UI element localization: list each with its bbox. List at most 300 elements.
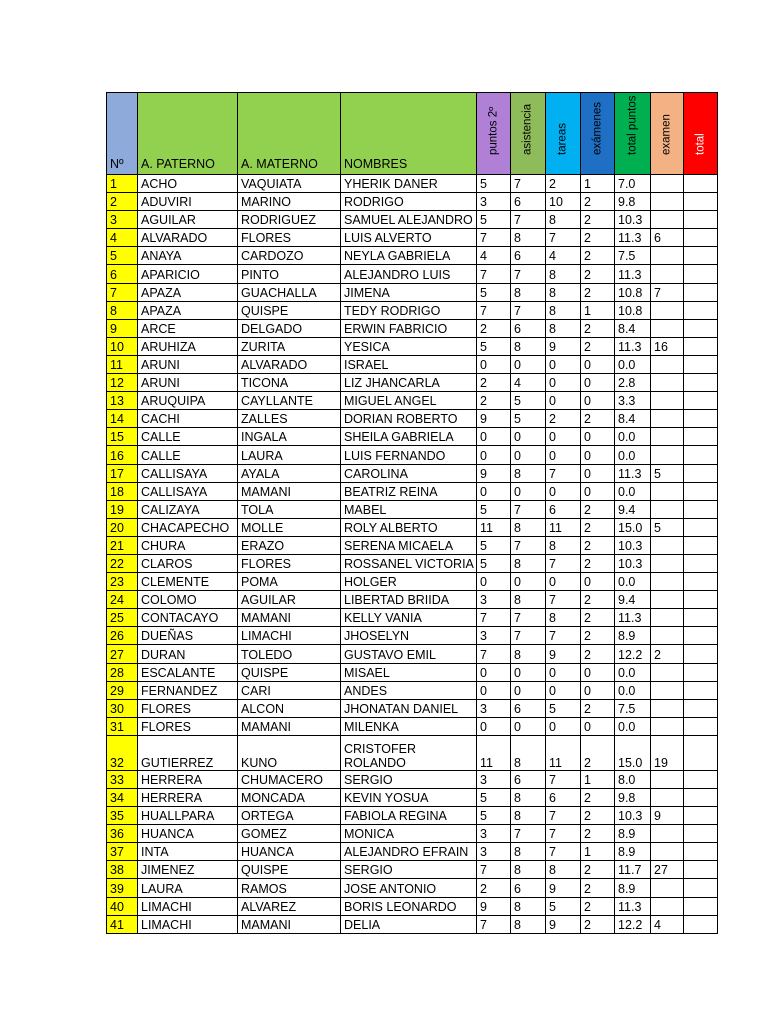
tareas-cell[interactable]: 0 [546, 681, 581, 699]
row-number-cell[interactable]: 18 [107, 482, 138, 500]
apellido-paterno-cell[interactable]: LAURA [138, 879, 238, 897]
row-number-cell[interactable]: 36 [107, 825, 138, 843]
apellido-materno-cell[interactable]: PINTO [238, 265, 341, 283]
apellido-materno-cell[interactable]: CARI [238, 681, 341, 699]
row-number-cell[interactable]: 37 [107, 843, 138, 861]
row-number-cell[interactable]: 4 [107, 229, 138, 247]
total-cell[interactable] [684, 554, 718, 572]
total-cell[interactable] [684, 645, 718, 663]
examenes-cell[interactable]: 2 [581, 609, 615, 627]
total-cell[interactable] [684, 319, 718, 337]
asistencia-cell[interactable]: 6 [511, 247, 546, 265]
total-puntos-cell[interactable]: 11.3 [615, 265, 651, 283]
asistencia-cell[interactable]: 8 [511, 897, 546, 915]
asistencia-cell[interactable]: 6 [511, 699, 546, 717]
row-number-cell[interactable]: 8 [107, 301, 138, 319]
apellido-materno-cell[interactable]: QUISPE [238, 301, 341, 319]
asistencia-cell[interactable]: 7 [511, 609, 546, 627]
apellido-paterno-cell[interactable]: ESCALANTE [138, 663, 238, 681]
examen-cell[interactable] [651, 301, 684, 319]
header-examen[interactable]: examen [651, 93, 684, 175]
total-puntos-cell[interactable]: 11.3 [615, 609, 651, 627]
row-number-cell[interactable]: 34 [107, 789, 138, 807]
puntos-cell[interactable]: 3 [477, 843, 511, 861]
apellido-paterno-cell[interactable]: CONTACAYO [138, 609, 238, 627]
nombres-cell[interactable]: RODRIGO [341, 193, 477, 211]
examen-cell[interactable]: 6 [651, 229, 684, 247]
total-cell[interactable] [684, 392, 718, 410]
tareas-cell[interactable]: 8 [546, 536, 581, 554]
tareas-cell[interactable]: 0 [546, 355, 581, 373]
total-puntos-cell[interactable]: 11.7 [615, 861, 651, 879]
apellido-paterno-cell[interactable]: ALVARADO [138, 229, 238, 247]
tareas-cell[interactable]: 6 [546, 500, 581, 518]
asistencia-cell[interactable]: 8 [511, 807, 546, 825]
examen-cell[interactable] [651, 428, 684, 446]
apellido-paterno-cell[interactable]: CALLISAYA [138, 482, 238, 500]
total-cell[interactable] [684, 211, 718, 229]
apellido-materno-cell[interactable]: TOLEDO [238, 645, 341, 663]
total-puntos-cell[interactable]: 7.5 [615, 699, 651, 717]
puntos-cell[interactable]: 2 [477, 319, 511, 337]
nombres-cell[interactable]: BEATRIZ REINA [341, 482, 477, 500]
total-cell[interactable] [684, 175, 718, 193]
asistencia-cell[interactable]: 8 [511, 554, 546, 572]
examenes-cell[interactable]: 2 [581, 861, 615, 879]
nombres-cell[interactable]: KEVIN YOSUA [341, 789, 477, 807]
apellido-paterno-cell[interactable]: ACHO [138, 175, 238, 193]
tareas-cell[interactable]: 7 [546, 591, 581, 609]
nombres-cell[interactable]: SHEILA GABRIELA [341, 428, 477, 446]
puntos-cell[interactable]: 0 [477, 446, 511, 464]
examen-cell[interactable] [651, 355, 684, 373]
puntos-cell[interactable]: 0 [477, 355, 511, 373]
asistencia-cell[interactable]: 0 [511, 355, 546, 373]
nombres-cell[interactable]: ALEJANDRO EFRAIN [341, 843, 477, 861]
total-cell[interactable] [684, 681, 718, 699]
nombres-cell[interactable]: SAMUEL ALEJANDRO [341, 211, 477, 229]
apellido-materno-cell[interactable]: MARINO [238, 193, 341, 211]
apellido-materno-cell[interactable]: INGALA [238, 428, 341, 446]
nombres-cell[interactable]: LIZ JHANCARLA [341, 374, 477, 392]
header-total-puntos[interactable]: total puntos [615, 93, 651, 175]
header-asistencia[interactable]: asistencia [511, 93, 546, 175]
asistencia-cell[interactable]: 0 [511, 428, 546, 446]
nombres-cell[interactable]: KELLY VANIA [341, 609, 477, 627]
puntos-cell[interactable]: 2 [477, 374, 511, 392]
tareas-cell[interactable]: 9 [546, 915, 581, 933]
examen-cell[interactable] [651, 265, 684, 283]
apellido-materno-cell[interactable]: AYALA [238, 464, 341, 482]
apellido-materno-cell[interactable]: ERAZO [238, 536, 341, 554]
total-cell[interactable] [684, 879, 718, 897]
apellido-paterno-cell[interactable]: ARUNI [138, 374, 238, 392]
total-puntos-cell[interactable]: 8.9 [615, 627, 651, 645]
apellido-materno-cell[interactable]: ALCON [238, 699, 341, 717]
apellido-materno-cell[interactable]: LAURA [238, 446, 341, 464]
apellido-paterno-cell[interactable]: HUANCA [138, 825, 238, 843]
nombres-cell[interactable]: SERGIO [341, 770, 477, 788]
examenes-cell[interactable]: 2 [581, 247, 615, 265]
tareas-cell[interactable]: 0 [546, 717, 581, 735]
puntos-cell[interactable]: 5 [477, 789, 511, 807]
apellido-paterno-cell[interactable]: AGUILAR [138, 211, 238, 229]
tareas-cell[interactable]: 5 [546, 699, 581, 717]
total-puntos-cell[interactable]: 10.8 [615, 283, 651, 301]
row-number-cell[interactable]: 13 [107, 392, 138, 410]
apellido-paterno-cell[interactable]: LIMACHI [138, 897, 238, 915]
total-puntos-cell[interactable]: 15.0 [615, 518, 651, 536]
puntos-cell[interactable]: 3 [477, 591, 511, 609]
examenes-cell[interactable]: 2 [581, 265, 615, 283]
puntos-cell[interactable]: 11 [477, 735, 511, 770]
row-number-cell[interactable]: 33 [107, 770, 138, 788]
asistencia-cell[interactable]: 7 [511, 500, 546, 518]
total-cell[interactable] [684, 770, 718, 788]
row-number-cell[interactable]: 28 [107, 663, 138, 681]
total-cell[interactable] [684, 843, 718, 861]
apellido-materno-cell[interactable]: GUACHALLA [238, 283, 341, 301]
apellido-materno-cell[interactable]: MAMANI [238, 915, 341, 933]
tareas-cell[interactable]: 2 [546, 410, 581, 428]
apellido-paterno-cell[interactable]: APAZA [138, 301, 238, 319]
total-cell[interactable] [684, 825, 718, 843]
tareas-cell[interactable]: 0 [546, 663, 581, 681]
apellido-materno-cell[interactable]: RODRIGUEZ [238, 211, 341, 229]
row-number-cell[interactable]: 5 [107, 247, 138, 265]
apellido-paterno-cell[interactable]: ADUVIRI [138, 193, 238, 211]
total-puntos-cell[interactable]: 0.0 [615, 717, 651, 735]
row-number-cell[interactable]: 25 [107, 609, 138, 627]
examenes-cell[interactable]: 2 [581, 627, 615, 645]
total-puntos-cell[interactable]: 9.4 [615, 591, 651, 609]
examenes-cell[interactable]: 2 [581, 337, 615, 355]
total-cell[interactable] [684, 663, 718, 681]
total-puntos-cell[interactable]: 2.8 [615, 374, 651, 392]
asistencia-cell[interactable]: 6 [511, 319, 546, 337]
header-total[interactable]: total [684, 93, 718, 175]
examenes-cell[interactable]: 2 [581, 319, 615, 337]
puntos-cell[interactable]: 5 [477, 807, 511, 825]
nombres-cell[interactable]: SERENA MICAELA [341, 536, 477, 554]
examenes-cell[interactable]: 2 [581, 879, 615, 897]
tareas-cell[interactable]: 7 [546, 464, 581, 482]
asistencia-cell[interactable]: 8 [511, 645, 546, 663]
row-number-cell[interactable]: 14 [107, 410, 138, 428]
examen-cell[interactable] [651, 897, 684, 915]
tareas-cell[interactable]: 7 [546, 770, 581, 788]
total-puntos-cell[interactable]: 8.4 [615, 410, 651, 428]
total-cell[interactable] [684, 482, 718, 500]
tareas-cell[interactable]: 11 [546, 735, 581, 770]
apellido-paterno-cell[interactable]: CACHI [138, 410, 238, 428]
nombres-cell[interactable]: DELIA [341, 915, 477, 933]
examen-cell[interactable]: 2 [651, 645, 684, 663]
examen-cell[interactable] [651, 554, 684, 572]
total-puntos-cell[interactable]: 8.9 [615, 843, 651, 861]
puntos-cell[interactable]: 3 [477, 825, 511, 843]
puntos-cell[interactable]: 9 [477, 897, 511, 915]
row-number-cell[interactable]: 20 [107, 518, 138, 536]
nombres-cell[interactable]: BORIS LEONARDO [341, 897, 477, 915]
asistencia-cell[interactable]: 0 [511, 446, 546, 464]
nombres-cell[interactable]: MONICA [341, 825, 477, 843]
total-cell[interactable] [684, 464, 718, 482]
apellido-paterno-cell[interactable]: CALIZAYA [138, 500, 238, 518]
examenes-cell[interactable]: 2 [581, 591, 615, 609]
header-examenes[interactable]: exámenes [581, 93, 615, 175]
row-number-cell[interactable]: 30 [107, 699, 138, 717]
examen-cell[interactable] [651, 717, 684, 735]
tareas-cell[interactable]: 10 [546, 193, 581, 211]
row-number-cell[interactable]: 1 [107, 175, 138, 193]
total-cell[interactable] [684, 428, 718, 446]
puntos-cell[interactable]: 7 [477, 229, 511, 247]
asistencia-cell[interactable]: 0 [511, 482, 546, 500]
nombres-cell[interactable]: MILENKA [341, 717, 477, 735]
examenes-cell[interactable]: 2 [581, 699, 615, 717]
asistencia-cell[interactable]: 6 [511, 193, 546, 211]
total-cell[interactable] [684, 789, 718, 807]
apellido-materno-cell[interactable]: MAMANI [238, 609, 341, 627]
tareas-cell[interactable]: 0 [546, 374, 581, 392]
apellido-materno-cell[interactable]: DELGADO [238, 319, 341, 337]
tareas-cell[interactable]: 9 [546, 337, 581, 355]
examenes-cell[interactable]: 2 [581, 735, 615, 770]
total-puntos-cell[interactable]: 10.3 [615, 807, 651, 825]
total-puntos-cell[interactable]: 0.0 [615, 428, 651, 446]
row-number-cell[interactable]: 23 [107, 573, 138, 591]
tareas-cell[interactable]: 0 [546, 482, 581, 500]
nombres-cell[interactable]: HOLGER [341, 573, 477, 591]
puntos-cell[interactable]: 7 [477, 861, 511, 879]
apellido-materno-cell[interactable]: GOMEZ [238, 825, 341, 843]
tareas-cell[interactable]: 8 [546, 319, 581, 337]
tareas-cell[interactable]: 7 [546, 825, 581, 843]
total-puntos-cell[interactable]: 0.0 [615, 446, 651, 464]
nombres-cell[interactable]: LUIS FERNANDO [341, 446, 477, 464]
nombres-cell[interactable]: NEYLA GABRIELA [341, 247, 477, 265]
puntos-cell[interactable]: 3 [477, 193, 511, 211]
apellido-paterno-cell[interactable]: CALLE [138, 446, 238, 464]
total-cell[interactable] [684, 193, 718, 211]
apellido-paterno-cell[interactable]: FERNANDEZ [138, 681, 238, 699]
asistencia-cell[interactable]: 8 [511, 915, 546, 933]
examenes-cell[interactable]: 0 [581, 446, 615, 464]
row-number-cell[interactable]: 41 [107, 915, 138, 933]
total-puntos-cell[interactable]: 0.0 [615, 663, 651, 681]
apellido-paterno-cell[interactable]: DUEÑAS [138, 627, 238, 645]
apellido-paterno-cell[interactable]: GUTIERREZ [138, 735, 238, 770]
tareas-cell[interactable]: 7 [546, 229, 581, 247]
total-puntos-cell[interactable]: 11.3 [615, 337, 651, 355]
tareas-cell[interactable]: 0 [546, 392, 581, 410]
examenes-cell[interactable]: 2 [581, 897, 615, 915]
total-puntos-cell[interactable]: 12.2 [615, 915, 651, 933]
nombres-cell[interactable]: LUIS ALVERTO [341, 229, 477, 247]
total-puntos-cell[interactable]: 10.3 [615, 211, 651, 229]
tareas-cell[interactable]: 8 [546, 301, 581, 319]
apellido-paterno-cell[interactable]: LIMACHI [138, 915, 238, 933]
row-number-cell[interactable]: 15 [107, 428, 138, 446]
row-number-cell[interactable]: 6 [107, 265, 138, 283]
asistencia-cell[interactable]: 8 [511, 337, 546, 355]
nombres-cell[interactable]: MISAEL [341, 663, 477, 681]
row-number-cell[interactable]: 29 [107, 681, 138, 699]
apellido-paterno-cell[interactable]: APAZA [138, 283, 238, 301]
total-puntos-cell[interactable]: 10.3 [615, 554, 651, 572]
apellido-materno-cell[interactable]: TOLA [238, 500, 341, 518]
asistencia-cell[interactable]: 8 [511, 283, 546, 301]
total-cell[interactable] [684, 500, 718, 518]
apellido-materno-cell[interactable]: ZURITA [238, 337, 341, 355]
header-materno[interactable]: A. MATERNO [238, 93, 341, 175]
asistencia-cell[interactable]: 8 [511, 229, 546, 247]
puntos-cell[interactable]: 0 [477, 663, 511, 681]
examenes-cell[interactable]: 2 [581, 211, 615, 229]
puntos-cell[interactable]: 3 [477, 770, 511, 788]
puntos-cell[interactable]: 2 [477, 392, 511, 410]
row-number-cell[interactable]: 11 [107, 355, 138, 373]
total-cell[interactable] [684, 573, 718, 591]
asistencia-cell[interactable]: 4 [511, 374, 546, 392]
row-number-cell[interactable]: 27 [107, 645, 138, 663]
total-cell[interactable] [684, 247, 718, 265]
examen-cell[interactable]: 5 [651, 464, 684, 482]
row-number-cell[interactable]: 12 [107, 374, 138, 392]
examen-cell[interactable] [651, 175, 684, 193]
examenes-cell[interactable]: 2 [581, 807, 615, 825]
tareas-cell[interactable]: 5 [546, 897, 581, 915]
asistencia-cell[interactable]: 6 [511, 879, 546, 897]
examenes-cell[interactable]: 2 [581, 410, 615, 428]
examenes-cell[interactable]: 2 [581, 554, 615, 572]
total-puntos-cell[interactable]: 0.0 [615, 482, 651, 500]
examen-cell[interactable] [651, 789, 684, 807]
asistencia-cell[interactable]: 7 [511, 265, 546, 283]
apellido-materno-cell[interactable]: RAMOS [238, 879, 341, 897]
apellido-materno-cell[interactable]: MOLLE [238, 518, 341, 536]
examenes-cell[interactable]: 2 [581, 536, 615, 554]
total-cell[interactable] [684, 283, 718, 301]
examen-cell[interactable] [651, 681, 684, 699]
nombres-cell[interactable]: ROSSANEL VICTORIA [341, 554, 477, 572]
nombres-cell[interactable]: MIGUEL ANGEL [341, 392, 477, 410]
nombres-cell[interactable]: YESICA [341, 337, 477, 355]
examenes-cell[interactable]: 0 [581, 681, 615, 699]
examen-cell[interactable] [651, 482, 684, 500]
examenes-cell[interactable]: 1 [581, 770, 615, 788]
total-puntos-cell[interactable]: 9.4 [615, 500, 651, 518]
total-cell[interactable] [684, 609, 718, 627]
puntos-cell[interactable]: 5 [477, 536, 511, 554]
examen-cell[interactable] [651, 573, 684, 591]
puntos-cell[interactable]: 5 [477, 554, 511, 572]
total-puntos-cell[interactable]: 0.0 [615, 573, 651, 591]
examenes-cell[interactable]: 2 [581, 193, 615, 211]
examen-cell[interactable] [651, 410, 684, 428]
total-puntos-cell[interactable]: 11.3 [615, 464, 651, 482]
examen-cell[interactable]: 5 [651, 518, 684, 536]
examenes-cell[interactable]: 2 [581, 825, 615, 843]
puntos-cell[interactable]: 9 [477, 464, 511, 482]
apellido-paterno-cell[interactable]: ARUQUIPA [138, 392, 238, 410]
puntos-cell[interactable]: 3 [477, 699, 511, 717]
total-puntos-cell[interactable]: 7.0 [615, 175, 651, 193]
examen-cell[interactable] [651, 879, 684, 897]
total-cell[interactable] [684, 861, 718, 879]
nombres-cell[interactable]: JOSE ANTONIO [341, 879, 477, 897]
total-cell[interactable] [684, 699, 718, 717]
examen-cell[interactable] [651, 591, 684, 609]
row-number-cell[interactable]: 24 [107, 591, 138, 609]
examen-cell[interactable] [651, 193, 684, 211]
tareas-cell[interactable]: 9 [546, 879, 581, 897]
examen-cell[interactable] [651, 319, 684, 337]
apellido-paterno-cell[interactable]: CHACAPECHO [138, 518, 238, 536]
apellido-materno-cell[interactable]: QUISPE [238, 861, 341, 879]
asistencia-cell[interactable]: 7 [511, 825, 546, 843]
apellido-paterno-cell[interactable]: FLORES [138, 717, 238, 735]
apellido-paterno-cell[interactable]: CALLISAYA [138, 464, 238, 482]
apellido-paterno-cell[interactable]: APARICIO [138, 265, 238, 283]
tareas-cell[interactable]: 6 [546, 789, 581, 807]
apellido-materno-cell[interactable]: TICONA [238, 374, 341, 392]
row-number-cell[interactable]: 31 [107, 717, 138, 735]
apellido-materno-cell[interactable]: MAMANI [238, 717, 341, 735]
asistencia-cell[interactable]: 8 [511, 591, 546, 609]
apellido-paterno-cell[interactable]: FLORES [138, 699, 238, 717]
examen-cell[interactable]: 7 [651, 283, 684, 301]
nombres-cell[interactable]: CRISTOFER ROLANDO [341, 735, 477, 770]
total-cell[interactable] [684, 374, 718, 392]
asistencia-cell[interactable]: 7 [511, 627, 546, 645]
row-number-cell[interactable]: 21 [107, 536, 138, 554]
total-puntos-cell[interactable]: 9.8 [615, 193, 651, 211]
examen-cell[interactable] [651, 825, 684, 843]
nombres-cell[interactable]: ROLY ALBERTO [341, 518, 477, 536]
nombres-cell[interactable]: CAROLINA [341, 464, 477, 482]
puntos-cell[interactable]: 5 [477, 337, 511, 355]
asistencia-cell[interactable]: 7 [511, 211, 546, 229]
tareas-cell[interactable]: 8 [546, 211, 581, 229]
apellido-paterno-cell[interactable]: HUALLPARA [138, 807, 238, 825]
total-puntos-cell[interactable]: 8.0 [615, 770, 651, 788]
row-number-cell[interactable]: 26 [107, 627, 138, 645]
total-cell[interactable] [684, 518, 718, 536]
examenes-cell[interactable]: 1 [581, 175, 615, 193]
puntos-cell[interactable]: 0 [477, 573, 511, 591]
examen-cell[interactable] [651, 446, 684, 464]
asistencia-cell[interactable]: 8 [511, 518, 546, 536]
nombres-cell[interactable]: TEDY RODRIGO [341, 301, 477, 319]
examen-cell[interactable] [651, 392, 684, 410]
nombres-cell[interactable]: LIBERTAD BRIIDA [341, 591, 477, 609]
puntos-cell[interactable]: 5 [477, 500, 511, 518]
puntos-cell[interactable]: 4 [477, 247, 511, 265]
header-paterno[interactable]: A. PATERNO [138, 93, 238, 175]
row-number-cell[interactable]: 19 [107, 500, 138, 518]
row-number-cell[interactable]: 10 [107, 337, 138, 355]
apellido-materno-cell[interactable]: HUANCA [238, 843, 341, 861]
tareas-cell[interactable]: 11 [546, 518, 581, 536]
nombres-cell[interactable]: JHONATAN DANIEL [341, 699, 477, 717]
total-cell[interactable] [684, 410, 718, 428]
apellido-materno-cell[interactable]: ZALLES [238, 410, 341, 428]
total-cell[interactable] [684, 627, 718, 645]
asistencia-cell[interactable]: 8 [511, 789, 546, 807]
puntos-cell[interactable]: 7 [477, 301, 511, 319]
